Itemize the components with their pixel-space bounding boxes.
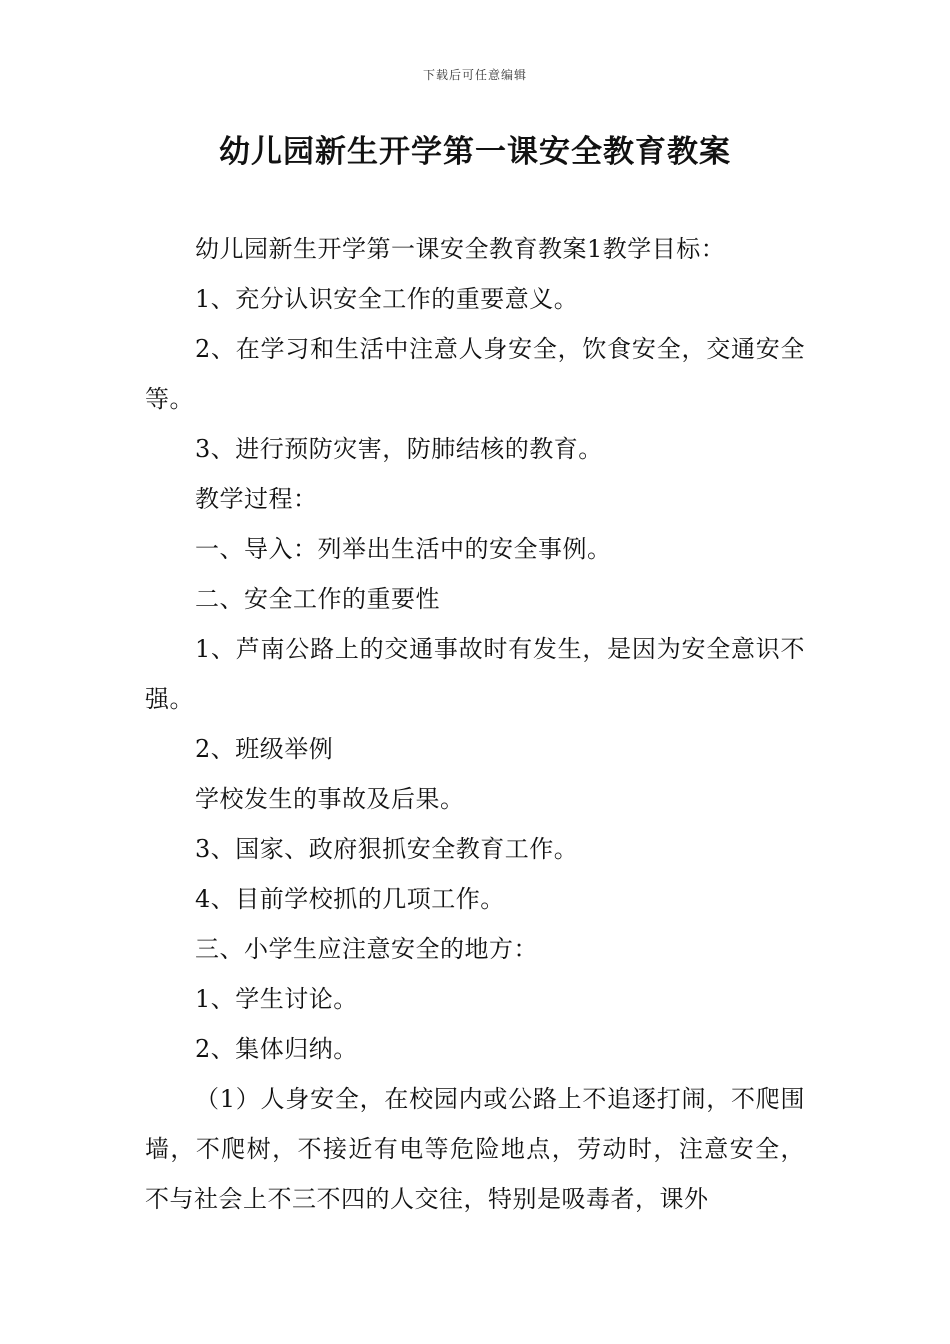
paragraph-intro: 幼儿园新生开学第一课安全教育教案1教学目标： — [195, 235, 726, 263]
paragraph-goal-3: 3、进行预防灾害，防肺结核的教育。 — [195, 435, 603, 463]
paragraph-item-4: 4、目前学校抓的几项工作。 — [195, 885, 505, 913]
paragraph-section-1: 一、导入：列举出生活中的安全事例。 — [195, 535, 612, 563]
paragraph-item-2-detail: 学校发生的事故及后果。 — [195, 785, 465, 813]
paragraph-item-3: 3、国家、政府狠抓安全教育工作。 — [195, 835, 579, 863]
paragraph-process-heading: 教学过程： — [195, 485, 318, 513]
paragraph-item-1: 1、芦南公路上的交通事故时有发生，是因为安全意识不强。 — [145, 635, 805, 713]
paragraph-goal-1: 1、充分认识安全工作的重要意义。 — [195, 285, 579, 313]
paragraph-summary: 2、集体归纳。 — [195, 1035, 358, 1063]
document-title: 幼儿园新生开学第一课安全教育教案 — [219, 134, 731, 170]
document-body — [145, 224, 805, 1224]
paragraph-item-2: 2、班级举例 — [195, 735, 334, 763]
paragraph-goal-2: 2、在学习和生活中注意人身安全，饮食安全，交通安全等。 — [145, 335, 805, 413]
paragraph-section-3: 三、小学生应注意安全的地方： — [195, 935, 538, 963]
paragraph-section-2: 二、安全工作的重要性 — [195, 585, 440, 613]
header-note: 下载后可任意编辑 — [422, 68, 527, 82]
paragraph-personal-safety: （1）人身安全，在校园内或公路上不追逐打闹，不爬围墙，不爬树，不接近有电等危险地点，劳动时，注意安全，不与社会上不三不四的人交往，特别是吸毒者，课外 — [145, 1085, 805, 1213]
paragraph-discussion: 1、学生讨论。 — [195, 985, 358, 1013]
